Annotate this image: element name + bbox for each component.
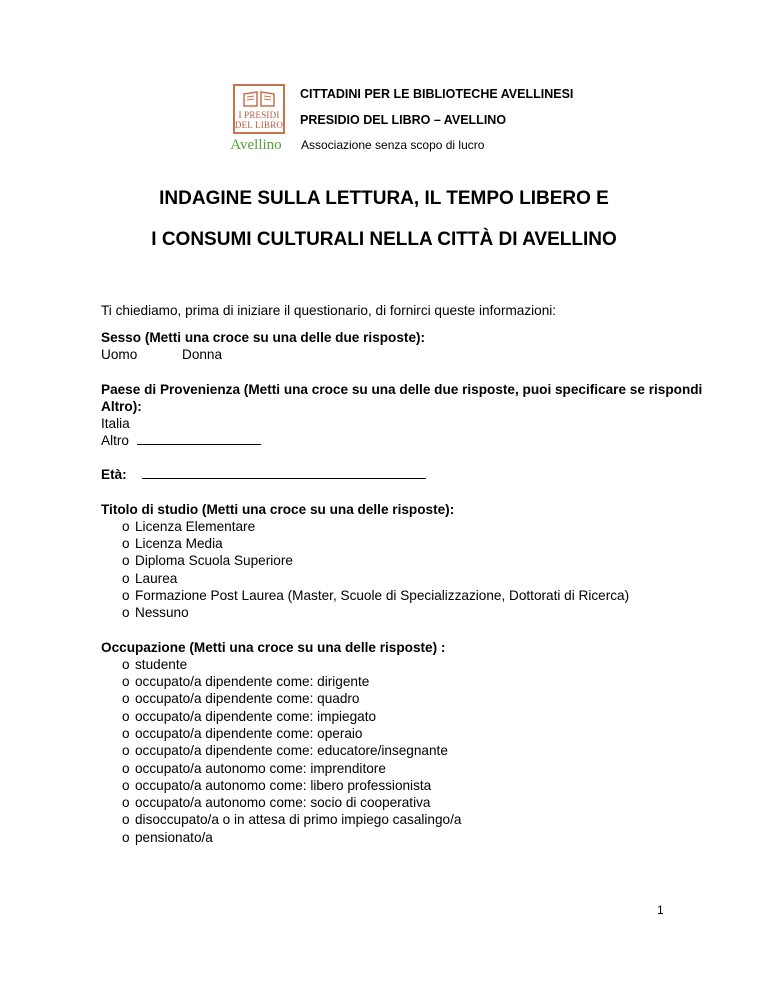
radio-bullet-icon: o (122, 726, 130, 741)
list-item-label: occupato/a dipendente come: operaio (135, 726, 363, 741)
list-item[interactable] (122, 656, 187, 673)
radio-bullet-icon: o (122, 743, 130, 758)
radio-bullet-icon: o (122, 830, 130, 845)
list-item[interactable] (122, 587, 629, 604)
list-item-label: Nessuno (135, 605, 189, 620)
radio-bullet-icon: o (122, 519, 130, 534)
sesso-option-uomo[interactable]: Uomo (101, 347, 138, 362)
radio-bullet-icon: o (122, 709, 130, 724)
org-presidio: PRESIDIO DEL LIBRO – AVELLINO (300, 113, 507, 127)
paese-option-italia[interactable]: Italia (101, 416, 130, 431)
books-icon (242, 90, 276, 108)
list-item-label: Diploma Scuola Superiore (135, 553, 293, 568)
list-item[interactable] (122, 535, 223, 552)
list-item[interactable] (122, 725, 362, 742)
list-item-label: occupato/a dipendente come: educatore/insegnante (135, 743, 448, 758)
org-name: CITTADINI PER LE BIBLIOTECHE AVELLINESI (300, 87, 574, 101)
paese-option-altro[interactable] (101, 432, 261, 450)
radio-bullet-icon: o (122, 588, 130, 603)
survey-title-line1: INDAGINE SULLA LETTURA, IL TEMPO LIBERO E (159, 188, 609, 209)
radio-bullet-icon: o (122, 571, 130, 586)
altro-fill-line[interactable] (137, 443, 261, 445)
list-item-label: Formazione Post Laurea (Master, Scuole di Specializzazione, Dottorati di Ricerca) (135, 588, 630, 603)
survey-title-line2: I CONSUMI CULTURALI NELLA CITTÀ DI AVELLINO (151, 229, 617, 250)
logo-text-line1: I PRESIDI (238, 110, 280, 120)
radio-bullet-icon: o (122, 605, 130, 620)
list-item[interactable] (122, 673, 369, 690)
radio-bullet-icon: o (122, 657, 130, 672)
radio-bullet-icon: o (122, 795, 130, 810)
radio-bullet-icon: o (122, 674, 130, 689)
list-item[interactable] (122, 794, 430, 811)
list-item[interactable] (122, 690, 359, 707)
sesso-label: Sesso (Metti una croce su una delle due risposte): (101, 330, 426, 345)
list-item[interactable] (122, 777, 431, 794)
list-item-label: disoccupato/a o in attesa di primo impiego casalingo/a (135, 812, 462, 827)
eta-row (101, 466, 426, 484)
list-item[interactable] (122, 552, 293, 569)
paese-label-line1: Paese di Provenienza (Metti una croce su una delle due risposte, puoi specificare se rispondi (101, 382, 703, 397)
paese-label-line2: Altro): (101, 399, 142, 414)
eta-label: Età: (101, 467, 127, 482)
logo-text-line2: DEL LIBRO (234, 120, 284, 130)
radio-bullet-icon: o (122, 691, 130, 706)
list-item-label: Licenza Elementare (135, 519, 256, 534)
presidi-logo (220, 84, 290, 156)
list-item-label: occupato/a autonomo come: libero professionista (135, 778, 432, 793)
list-item-label: occupato/a autonomo come: imprenditore (135, 761, 386, 776)
list-item[interactable] (122, 811, 461, 828)
list-item-label: occupato/a dipendente come: quadro (135, 691, 360, 706)
list-item[interactable] (122, 760, 386, 777)
list-item-label: occupato/a dipendente come: dirigente (135, 674, 370, 689)
list-item[interactable] (122, 518, 255, 535)
list-item[interactable] (122, 570, 177, 587)
list-item-label: Laurea (135, 571, 178, 586)
radio-bullet-icon: o (122, 761, 130, 776)
list-item[interactable] (122, 829, 213, 846)
list-item[interactable] (122, 604, 189, 621)
radio-bullet-icon: o (122, 812, 130, 827)
list-item[interactable] (122, 708, 376, 725)
radio-bullet-icon: o (122, 536, 130, 551)
paese-option-altro-label: Altro (101, 433, 129, 448)
list-item[interactable] (122, 742, 448, 759)
org-description: Associazione senza scopo di lucro (301, 138, 485, 152)
logo-city: Avellino (230, 137, 282, 153)
occupazione-label: Occupazione (Metti una croce su una delle risposte) : (101, 640, 446, 655)
list-item-label: occupato/a autonomo come: socio di cooperativa (135, 795, 431, 810)
sesso-option-donna[interactable]: Donna (182, 347, 223, 362)
eta-fill-line[interactable] (142, 477, 426, 479)
page-number: 1 (657, 903, 664, 917)
list-item-label: occupato/a dipendente come: impiegato (135, 709, 377, 724)
titolo-studio-label: Titolo di studio (Metti una croce su una delle risposte): (101, 502, 455, 517)
radio-bullet-icon: o (122, 778, 130, 793)
radio-bullet-icon: o (122, 553, 130, 568)
intro-text: Ti chiediamo, prima di iniziare il questionario, di fornirci queste informazioni: (101, 303, 557, 318)
list-item-label: studente (135, 657, 188, 672)
list-item-label: Licenza Media (135, 536, 223, 551)
list-item-label: pensionato/a (135, 830, 213, 845)
